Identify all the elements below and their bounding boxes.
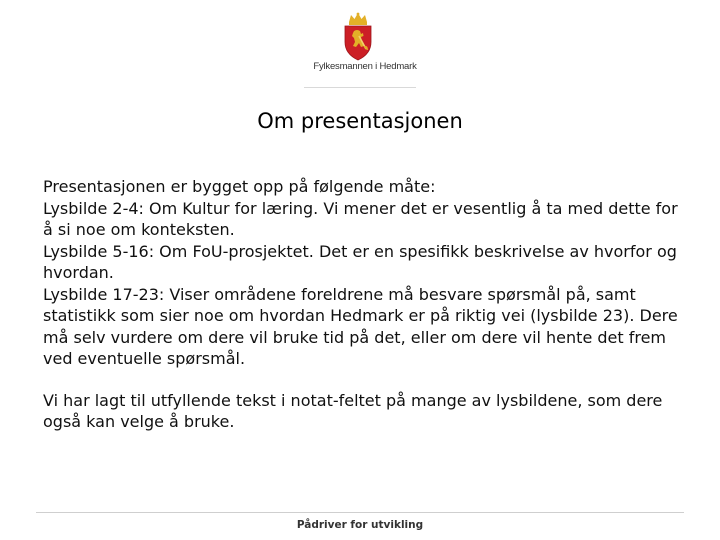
body-paragraph: Presentasjonen er bygget opp på følgende måte: <box>43 177 436 196</box>
footer-divider <box>36 512 684 513</box>
slide-body <box>43 176 683 433</box>
body-paragraph: Lysbilde 2-4: Om Kultur for læring. Vi mener det er vesentlig å ta med dette for å si noe om konteksten. <box>43 198 678 239</box>
body-paragraph: Lysbilde 5-16: Om FoU-prosjektet. Det er en spesifikk beskrivelse av hvorfor og hvordan. <box>43 241 677 282</box>
slide-title: Om presentasjonen <box>257 109 463 133</box>
footer-tagline: Pådriver for utvikling <box>296 519 424 531</box>
header-divider <box>304 87 416 88</box>
body-paragraph: Vi har lagt til utfyllende tekst i notat-feltet på mange av lysbildene, som dere også kan velge å bruke. <box>43 390 663 431</box>
body-paragraph: Lysbilde 17-23: Viser områdene foreldrene må besvare spørsmål på, samt statistikk som sier noe om hvordan Hedmark er på riktig vei (lysbilde 23). Dere må selv vurdere om dere vil bruke tid på det, eller om dere vil hente det frem ved eventuelle spørsmål. <box>43 284 678 368</box>
norwegian-coat-of-arms-icon <box>338 12 378 62</box>
organization-name: Fylkesmannen i Hedmark <box>313 61 417 72</box>
